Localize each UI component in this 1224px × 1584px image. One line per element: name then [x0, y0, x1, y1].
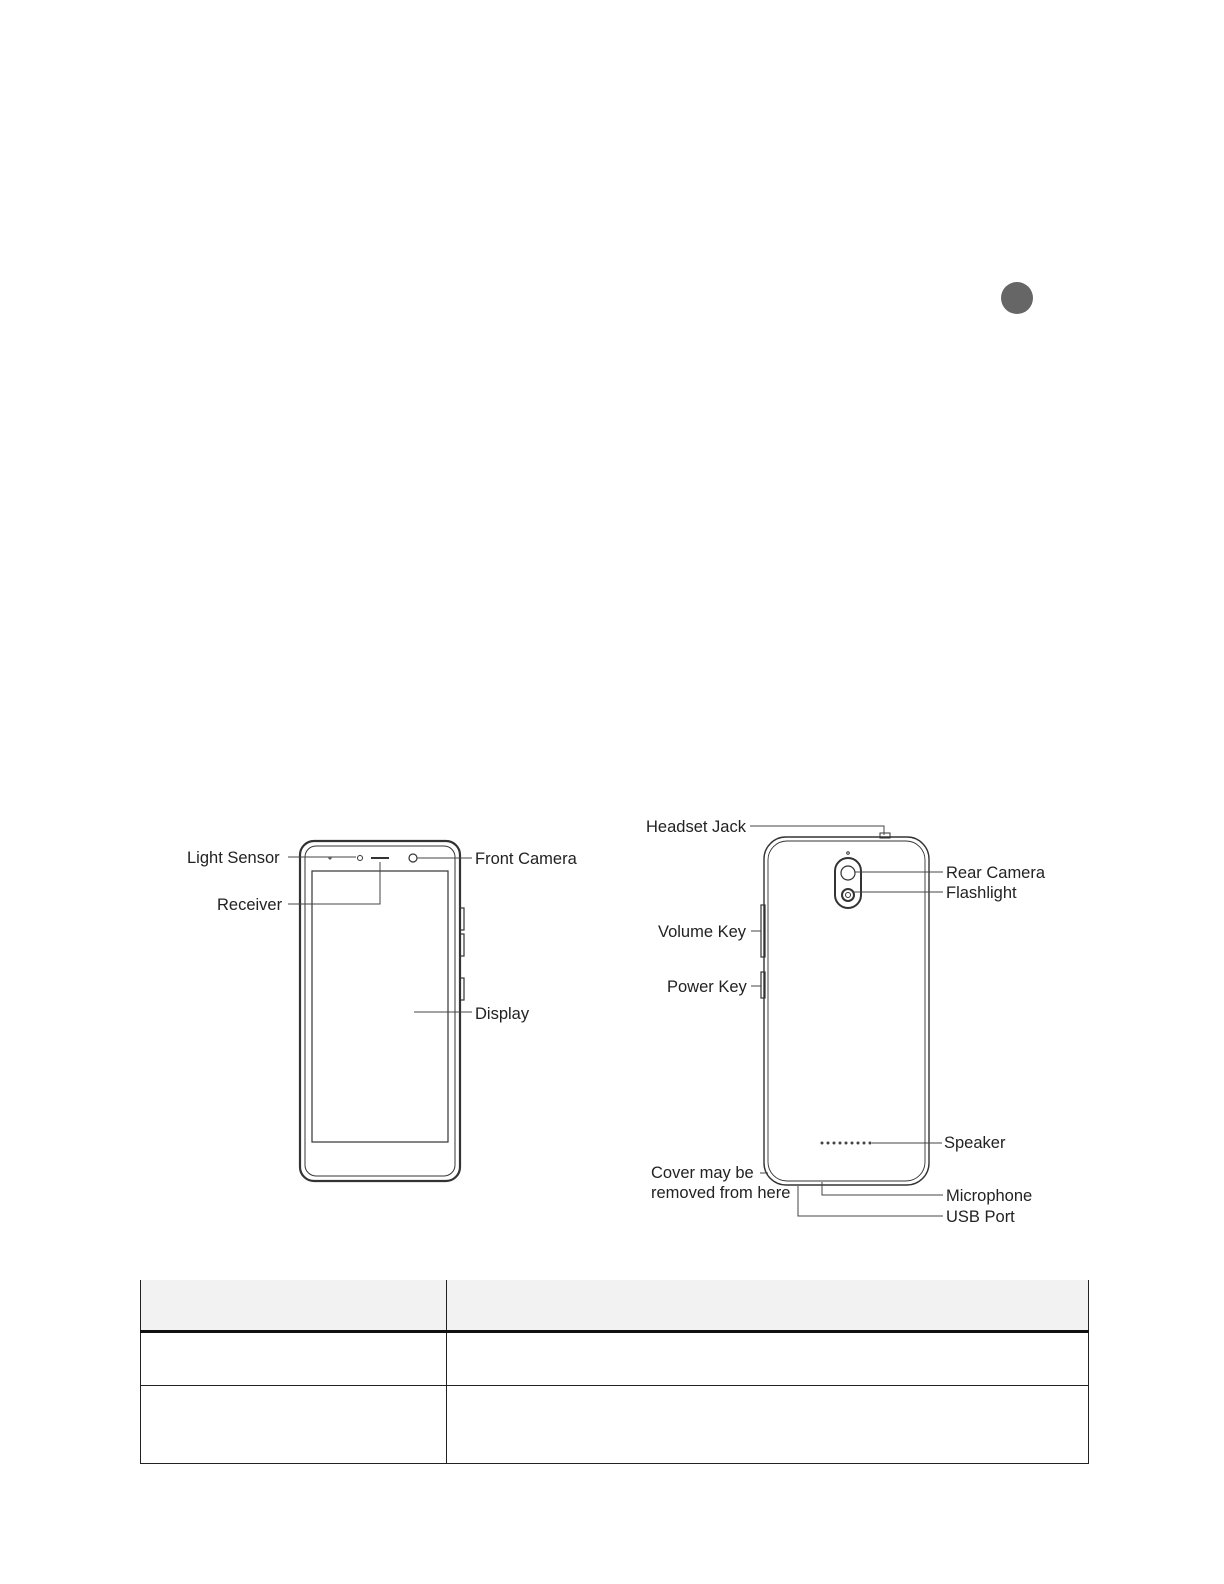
label-rear-camera: Rear Camera	[946, 864, 1046, 882]
label-speaker: Speaker	[944, 1134, 1006, 1152]
label-power-key: Power Key	[667, 978, 747, 996]
table-cell	[141, 1332, 447, 1386]
label-front-camera: Front Camera	[475, 850, 577, 868]
table-header-cell	[141, 1280, 447, 1332]
label-headset-jack: Headset Jack	[646, 818, 746, 836]
label-volume-key: Volume Key	[658, 923, 747, 941]
label-flashlight: Flashlight	[946, 884, 1017, 902]
speaker-grille	[821, 1142, 872, 1145]
phone-front	[300, 841, 464, 1181]
table-cell	[141, 1386, 447, 1464]
label-microphone: Microphone	[946, 1187, 1033, 1205]
table-cell	[447, 1332, 1089, 1386]
table-cell	[447, 1386, 1089, 1464]
table-header-row	[141, 1280, 1089, 1332]
label-usb-port: USB Port	[946, 1208, 1015, 1226]
table-row	[141, 1386, 1089, 1464]
label-receiver: Receiver	[217, 896, 283, 914]
label-cover-line2: removed from here	[651, 1184, 791, 1202]
label-cover-line1: Cover may be	[651, 1164, 754, 1182]
label-display: Display	[475, 1005, 530, 1023]
label-light-sensor: Light Sensor	[187, 849, 280, 867]
table-header-cell	[447, 1280, 1089, 1332]
phone-back	[761, 833, 929, 1185]
parts-table	[140, 1280, 1089, 1464]
front-callout-lines	[288, 857, 472, 1012]
back-callout-lines	[750, 826, 943, 1216]
table-row	[141, 1332, 1089, 1386]
